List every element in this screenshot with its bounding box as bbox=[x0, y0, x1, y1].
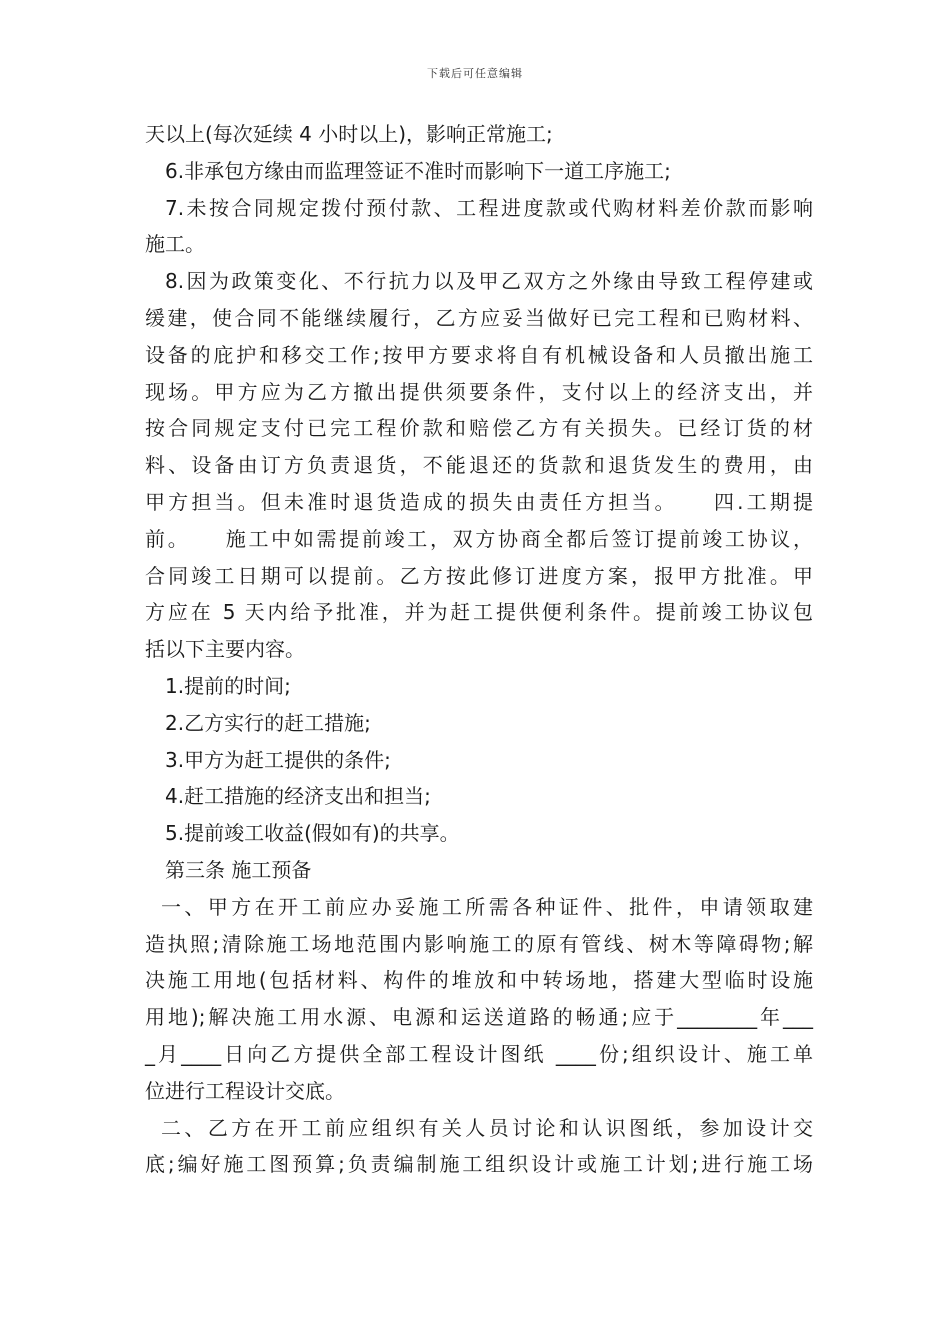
text-line: 7.未按合同规定拨付预付款、工程进度款或代购材料差价款而影响 bbox=[165, 195, 813, 220]
document-body bbox=[145, 116, 813, 1183]
section-heading: 第三条 施工预备 bbox=[165, 857, 312, 882]
text-line: 料、设备由订方负责退货，不能退还的货款和退货发生的费用，由 bbox=[145, 453, 813, 478]
text-line: 底;编好施工图预算;负责编制施工组织设计或施工计划;进行施工场 bbox=[145, 1152, 813, 1177]
list-item: 3.甲方为赶工提供的条件; bbox=[165, 747, 391, 772]
text-line: 造执照;清除施工场地范围内影响施工的原有管线、树木等障碍物;解 bbox=[145, 931, 813, 956]
list-item: 2.乙方实行的赶工措施; bbox=[165, 710, 371, 735]
page-header: 下载后可任意编辑 bbox=[427, 67, 523, 80]
text-line: 天以上(每次延续 4 小时以上)，影响正常施工; bbox=[145, 122, 553, 146]
text-line: 8.因为政策变化、不行抗力以及甲乙双方之外缘由导致工程停建或 bbox=[165, 269, 813, 294]
text-line: 6.非承包方缘由而监理签证不准时而影响下一道工序施工; bbox=[165, 158, 671, 183]
text-line: 用地);解决施工用水源、电源和运送道路的畅通;应于________年___ bbox=[145, 1005, 813, 1030]
text-line: 甲方担当。但未准时退货造成的损失由责任方担当。 四.工期提 bbox=[145, 489, 813, 514]
text-line: 二、乙方在开工前应组织有关人员讨论和认识图纸，参加设计交 bbox=[161, 1115, 813, 1140]
text-line: 合同竣工日期可以提前。乙方按此修订进度方案，报甲方批准。甲 bbox=[145, 563, 813, 588]
text-line: _月____日向乙方提供全部工程设计图纸 ____份;组织设计、施工单 bbox=[145, 1041, 813, 1066]
text-line: 施工。 bbox=[145, 232, 205, 257]
text-line: 位进行工程设计交底。 bbox=[145, 1078, 345, 1103]
text-line: 按合同规定支付已完工程价款和赔偿乙方有关损失。已经订货的材 bbox=[145, 416, 813, 441]
text-line: 设备的庇护和移交工作;按甲方要求将自有机械设备和人员撤出施工 bbox=[145, 342, 813, 367]
text-line: 决施工用地(包括材料、构件的堆放和中转场地，搭建大型临时设施 bbox=[145, 968, 813, 993]
text-line: 缓建，使合同不能继续履行，乙方应妥当做好已完工程和已购材料、 bbox=[145, 305, 813, 330]
text-line: 一、甲方在开工前应办妥施工所需各种证件、批件，申请领取建 bbox=[161, 894, 813, 919]
list-item: 4.赶工措施的经济支出和担当; bbox=[165, 784, 431, 809]
text-line: 现场。甲方应为乙方撤出提供须要条件，支付以上的经济支出，并 bbox=[145, 379, 813, 404]
text-line: 方应在 5 天内给予批准，并为赶工提供便利条件。提前竣工协议包 bbox=[145, 600, 813, 625]
text-line: 括以下主要内容。 bbox=[145, 637, 305, 662]
text-line: 前。 施工中如需提前竣工，双方协商全都后签订提前竣工协议， bbox=[145, 526, 813, 551]
list-item: 5.提前竣工收益(假如有)的共享。 bbox=[165, 821, 460, 846]
list-item: 1.提前的时间; bbox=[165, 673, 291, 698]
